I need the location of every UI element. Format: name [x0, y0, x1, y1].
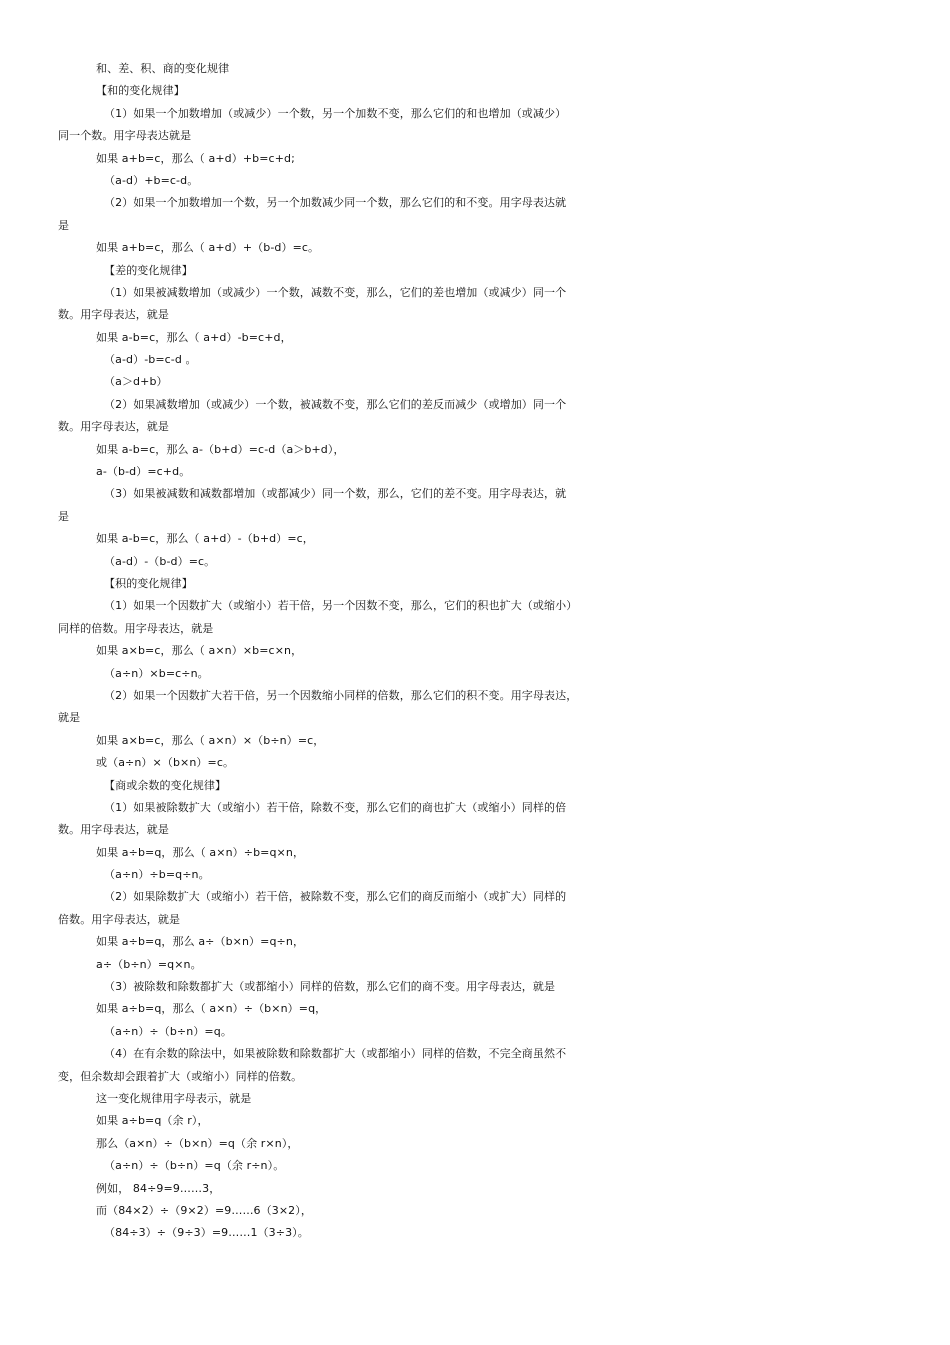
text-line: （2）如果一个加数增加一个数，另一个加数减少同一个数，那么它们的和不变。用字母表达就 [104, 196, 567, 210]
text-line: （2）如果减数增加（或减少）一个数，被减数不变，那么它们的差反而减少（或增加）同一个 [104, 397, 567, 411]
text-line: （3）如果被减数和减数都增加（或都减少）同一个数，那么，它们的差不变。用字母表达，就 [104, 487, 567, 501]
text-line: 如果 a×b=c，那么（ a×n）×（b÷n）=c， [96, 733, 325, 747]
text-line: （a-d）-（b-d）=c。 [104, 554, 216, 568]
text-line: 如果 a÷b=q，那么（ a×n）÷（b×n）=q， [96, 1002, 327, 1016]
text-line: a-（b-d）=c+d。 [96, 465, 191, 479]
text-line: 如果 a-b=c，那么 a-（b+d）=c-d（a＞b+d）， [96, 442, 345, 456]
text-line: 是 [58, 218, 70, 232]
text-line: （1）如果一个因数扩大（或缩小）若干倍，另一个因数不变，那么，它们的积也扩大（或缩小） [104, 599, 578, 613]
text-line: 或（a÷n）×（b×n）=c。 [96, 756, 235, 770]
text-line: 倍数。用字母表达，就是 [58, 912, 181, 926]
text-line: （4）在有余数的除法中，如果被除数和除数都扩大（或都缩小）同样的倍数，不完全商虽然不 [104, 1047, 567, 1061]
text-line: （a÷n）÷（b÷n）=q（余 r÷n）。 [104, 1159, 285, 1173]
text-line: 如果 a÷b=q，那么 a÷（b×n）=q÷n， [96, 935, 305, 949]
text-line: （3）被除数和除数都扩大（或都缩小）同样的倍数，那么它们的商不变。用字母表达，就是 [104, 980, 556, 994]
text-line: 就是 [58, 711, 81, 725]
text-line: （2）如果一个因数扩大若干倍，另一个因数缩小同样的倍数，那么它们的积不变。用字母表达， [104, 688, 578, 702]
text-line: a÷（b÷n）=q×n。 [96, 957, 202, 971]
text-line: （a÷n）÷（b÷n）=q。 [104, 1024, 232, 1038]
document-body [0, 58, 950, 1245]
text-line: 【积的变化规律】 [104, 576, 193, 590]
text-line: （a＞d+b） [104, 375, 168, 389]
text-line: 是 [58, 509, 70, 523]
text-line: 同样的倍数。用字母表达，就是 [58, 621, 214, 635]
text-line: （2）如果除数扩大（或缩小）若干倍，被除数不变，那么它们的商反而缩小（或扩大）同样的 [104, 890, 567, 904]
text-line: 变，但余数却会跟着扩大（或缩小）同样的倍数。 [58, 1069, 303, 1083]
text-line: 数。用字母表达，就是 [58, 420, 169, 434]
text-line: 同一个数。用字母表达就是 [58, 129, 192, 143]
text-line: 和、差、积、商的变化规律 [96, 62, 230, 75]
text-line: 【差的变化规律】 [104, 263, 193, 277]
text-line: 那么（a×n）÷（b×n）=q（余 r×n）， [96, 1136, 299, 1150]
text-line: 而（84×2）÷（9×2）=9……6（3×2）， [96, 1203, 312, 1217]
text-line: 如果 a÷b=q，那么（ a×n）÷b=q×n， [96, 845, 305, 859]
text-line: 这一变化规律用字母表示，就是 [96, 1091, 252, 1105]
text-line: （1）如果一个加数增加（或减少）一个数，另一个加数不变，那么它们的和也增加（或减少） [104, 106, 567, 120]
text-line: 如果 a+b=c，那么（ a+d）+（b-d）=c。 [96, 241, 320, 255]
text-line: （a-d）-b=c-d 。 [104, 353, 197, 367]
text-line: 【和的变化规律】 [96, 84, 185, 98]
text-line: 如果 a+b=c，那么（ a+d）+b=c+d; [96, 151, 295, 165]
text-line: 如果 a-b=c，那么（ a+d）-（b+d）=c， [96, 532, 314, 546]
text-line: （1）如果被减数增加（或减少）一个数，减数不变，那么，它们的差也增加（或减少）同一个 [104, 285, 567, 299]
text-line: 如果 a×b=c，那么（ a×n）×b=c×n， [96, 644, 303, 658]
text-line: 数。用字母表达，就是 [58, 308, 169, 322]
text-line: （a÷n）÷b=q÷n。 [104, 868, 210, 882]
text-line: （a-d）+b=c-d。 [104, 173, 199, 187]
text-line: 数。用字母表达，就是 [58, 823, 169, 837]
text-line: （1）如果被除数扩大（或缩小）若干倍，除数不变，那么它们的商也扩大（或缩小）同样的倍 [104, 800, 567, 814]
text-line: （84÷3）÷（9÷3）=9……1（3÷3）。 [104, 1226, 309, 1240]
text-line: 如果 a÷b=q（余 r）， [96, 1114, 209, 1128]
text-line: 如果 a-b=c，那么（ a+d）-b=c+d， [96, 330, 292, 344]
text-line: （a÷n）×b=c÷n。 [104, 666, 209, 680]
text-line: 例如， 84÷9=9……3， [96, 1181, 221, 1195]
text-line: 【商或余数的变化规律】 [104, 778, 227, 792]
